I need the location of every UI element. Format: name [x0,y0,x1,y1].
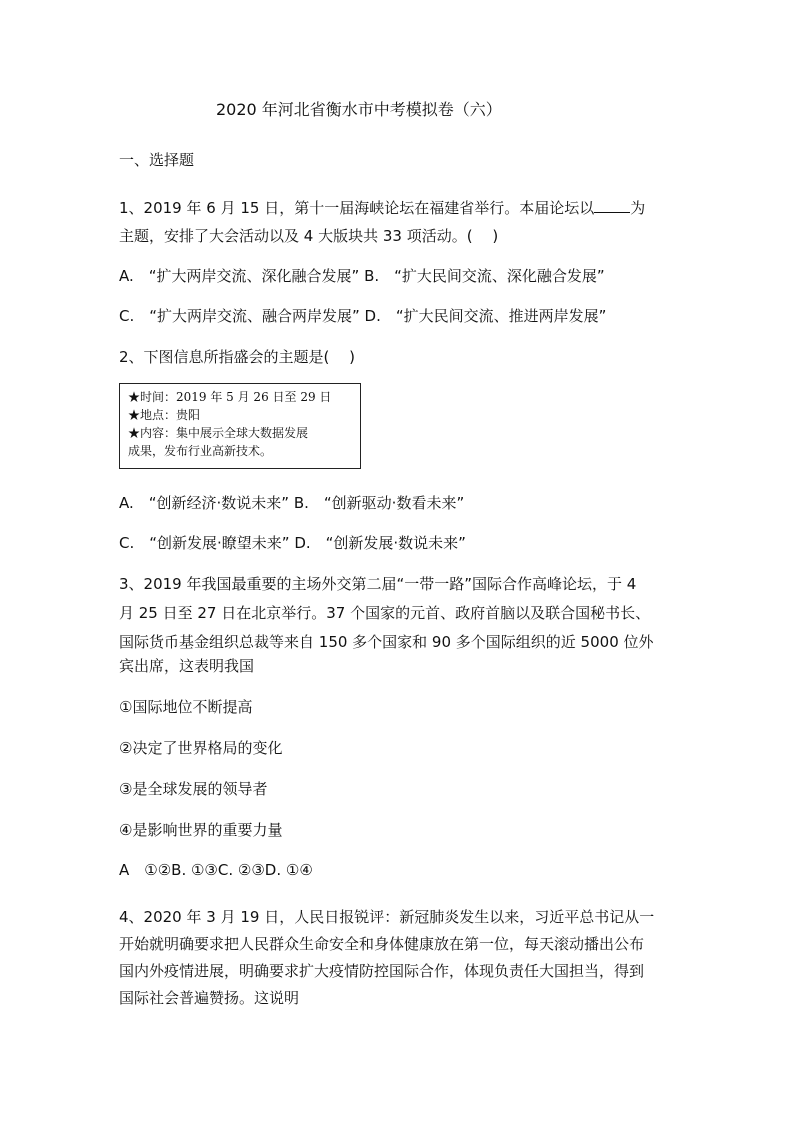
q1-options-ab: A. “扩大两岸交流、深化融合发展” B. “扩大民间交流、深化融合发展” [119,267,605,285]
q1-line-2: 主题，安排了大会活动以及 4 大版块共 33 项活动。( ) [119,227,499,245]
exam-title: 2020 年河北省衡水市中考模拟卷（六） [216,100,502,119]
event-info-box [119,383,361,469]
info-location: ★地点：贵阳 [128,408,201,422]
q3-item-2: ②决定了世界格局的变化 [119,739,283,757]
answer-blank [594,198,630,213]
q4-line-4: 国际社会普遍赞扬。这说明 [119,989,300,1007]
q4-line-1: 4、2020 年 3 月 19 日，人民日报锐评：新冠肺炎发生以来，习近平总书记从一 [119,908,655,926]
info-content-cont: 成果，发布行业高新技术。 [128,444,273,458]
q1-line-1-text: 1、2019 年 6 月 15 日，第十一届海峡论坛在福建省举行。本届论坛以 [119,199,595,217]
info-content: ★内容：集中展示全球大数据发展 [128,426,309,440]
q3-line-1: 3、2019 年我国最重要的主场外交第二届“一带一路”国际合作高峰论坛，于 4 [119,575,637,593]
q2-stem: 2、下图信息所指盛会的主题是( ) [119,348,356,366]
info-time: ★时间：2019 年 5 月 26 日至 29 日 [128,390,332,404]
q1-options-cd: C. “扩大两岸交流、融合两岸发展” D. “扩大民间交流、推进两岸发展” [119,307,607,325]
q3-line-2: 月 25 日至 27 日在北京举行。37 个国家的元首、政府首脑以及联合国秘书长、 [119,604,651,622]
q1-line-1-end: 为 [630,199,646,217]
q3-item-1: ①国际地位不断提高 [119,698,253,716]
q3-item-3: ③是全球发展的领导者 [119,780,268,798]
q3-line-4: 宾出席，这表明我国 [119,657,255,675]
section-heading: 一、选择题 [119,151,195,169]
q3-options: A ①②B. ①③C. ②③D. ①④ [119,861,313,879]
q4-line-2: 开始就明确要求把人民群众生命安全和身体健康放在第一位，每天滚动播出公布 [119,935,645,953]
q3-line-3: 国际货币基金组织总裁等来自 150 多个国家和 90 多个国际组织的近 5000 位外 [119,633,654,651]
q3-item-4: ④是影响世界的重要力量 [119,821,283,839]
q1-line-1 [119,198,645,218]
q2-options-cd: C. “创新发展·瞭望未来” D. “创新发展·数说未来” [119,534,466,552]
q4-line-3: 国内外疫情进展，明确要求扩大疫情防控国际合作，体现负责任大国担当，得到 [119,962,645,980]
q2-options-ab: A. “创新经济·数说未来” B. “创新驱动·数看未来” [119,494,465,512]
